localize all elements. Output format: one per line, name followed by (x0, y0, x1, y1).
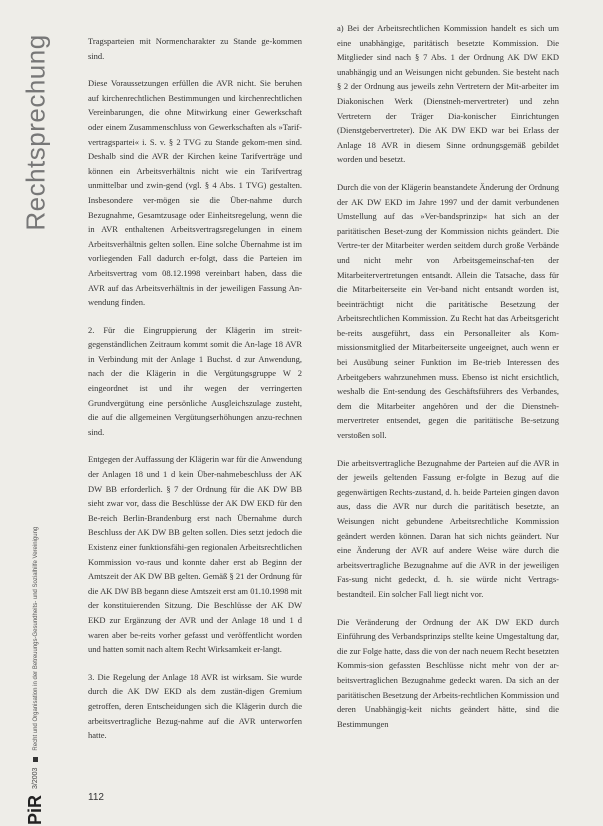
right-column (337, 21, 559, 744)
paragraph: Entgegen der Auffassung der Klägerin war für die Anwendung der Anlagen 18 und 1 d kein Über-nahmebeschluss der AK DW BB erforderlich. § 7 der Ordnung für die AK DW BB sieht zwar vor, dass die Beschlüsse der AK DW EKD für den Be-reich Berlin-Brandenburg erst nach Übernahme durch Beschluss der AK DW BB gelten sollen. Dies setzt jedoch die Existenz einer funktionsfähi-gen regionalen Arbeitsrechtlichen Kommission vo-raus und konnte daher erst ab Beginn der Amtszeit der AK DW BB gelten. Gemäß § 21 der Ordnung für die AK DW BB begann diese Amtszeit erst am 01.10.1998 mit der konstituierenden Sitzung. Die Beschlüsse der AK DW EKD zur Ergänzung der AVR und der Anlage 18 und 1 d waren aber be-reits vorher gefasst und veröffentlicht worden und hatten somit nach altem Recht Wirksamkeit er-langt. (88, 454, 302, 655)
page-number: 112 (88, 792, 104, 803)
bullet-square-icon (33, 757, 38, 762)
journal-subtitle: Recht und Organisation in der Betreuungs-Gesundheits- und Sozialhilfe Vereinigung (32, 526, 39, 751)
paragraph: Durch die von der Klägerin beanstandete Änderung der Ordnung der AK DW EKD im Jahre 1997 und der damit verbundenen Umstellung auf das »Ver-bandsprinzip« hat sich an der paritätischen Beset-zung der Kommission nichts geändert. Die Vertre-ter der Mitarbeiter werden seitdem durch große Verbände und nicht mehr von Arbeitsgemeinschaf-ten der Mitarbeitervertretungen entsandt. Allein die Tatsache, dass für die Mitarbeiterseite ein Ver-band nicht entsandt worden ist, beeinträchtigt nicht die paritätische Besetzung der Arbeitsrechtlichen Kommission. Zu Recht hat das Arbeitsgericht be-reits ausgeführt, dass ein Personalleiter als Kom-missionsmitglied der Mitarbeiterseite ungeeignet, auch wenn er bei Ausübung seiner Funktion im Be-trieb Interessen des Arbeitgebers wahrzunehmen muss. Ebenso ist nicht ersichtlich, weshalb die Ent-sendung des Geschäftsführers des Verbandes, dem die Mitarbeiter angehören und der die Dienstneh-mervertreter entsendet, gegen die paritätische Be-setzung verstoßen soll. (337, 181, 559, 441)
paragraph: Diese Voraussetzungen erfüllen die AVR nicht. Sie beruhen auf kirchenrechtlichen Bestimmungen und kirchenrechtlichen Vereinbarungen, die ohne Mitwirkung einer Gewerkschaft oder einem Zusammenschluss von Gewerkschaften als »Tarif-vertragspartei« i. S. v. § 2 TVG zu Stande gekom-men sind. Deshalb sind die AVR der Kirchen keine Tarifverträge und können ein Arbeitsverhältnis nicht wie ein Tarifvertrag unmittelbar und zwin-gend (vgl. § 4 Abs. 1 TVG) gestalten. Insbesondere ver-mögen sie die Über-nahme durch Bezugnahme, Gesamtzusage oder Einheitsregelung, wenn die in AVR enthaltenen Arbeitsvertragsregelungen in einem Arbeitsverhältnis gelten sollen. Eine solche Übernahme ist im vorliegenden Fall dadurch er-folgt, dass die Parteien im Arbeitsvertrag vom 08.12.1998 vereinbart haben, dass die AVR auf das Arbeitsverhältnis in der jeweiligen Fassung An-wendung finden. (88, 78, 302, 308)
paragraph: Tragsparteien mit Normencharakter zu Stande ge-kommen sind. (88, 36, 302, 61)
section-title (14, 12, 58, 252)
paragraph: 2. Für die Eingruppierung der Klägerin im streit-gegenständlichen Zeitraum kommt somit die An-lage 18 AVR in Verbindung mit der Anlage 1 Buchst. d zur Anwendung, nach der die Klägerin in die Vergütungsgruppe W 2 eingeordnet ist und ihr wegen der verringerten Grundvergütung eine persönliche Ausgleichszulage zusteht, die auf die allgemeinen Vergütungserhöhungen anzu-rechnen sind. (88, 324, 302, 437)
paragraph: a) Bei der Arbeitsrechtlichen Kommission handelt es sich um eine unabhängige, paritätisch besetzte Kommission. Die Mitglieder sind nach § 7 Abs. 1 der Ordnung AK DW EKD unabhängig und an Weisungen nicht gebunden. Sie besteht nach § 2 der Ordnung aus jeweils zehn Vertretern der Mit-arbeiter im Diakonischen Werk (Dienstneh-mervertreter) und zehn Vertretern der Träger Dia-konischer Einrichtungen (Dienstgebervertreter). Die AK DW EKD war bei Erlass der Anlage 18 AVR in diesem Sinne ordnungsgemäß gebildet worden und besetzt. (337, 23, 559, 165)
paragraph: Die Veränderung der Ordnung der AK DW EKD durch Einführung des Verbandsprinzips stellte keine Umgestaltung dar, die zur Folge hatte, dass die von der nach neuem Recht besetzten Kommis-sion gefassten Beschlüsse nicht mehr von der ar-beitsvertraglichen Bezugnahme gedeckt waren. Da sich an der paritätischen Besetzung der Arbeits-rechtlichen Kommission und deren Unabhängig-keit nichts geändert hätte, sind die Bestimmungen (337, 616, 559, 729)
paragraph: 3. Die Regelung der Anlage 18 AVR ist wirksam. Sie wurde durch die AK DW EKD als dem zustän-digen Gremium getroffen, deren Entscheidungen sich die Klägerin durch die arbeitsvertragliche Bezug-nahme auf die AVR unterworfen hatte. (88, 671, 302, 741)
left-column (88, 34, 302, 756)
journal-footer (22, 526, 46, 825)
paragraph: Die arbeitsvertragliche Bezugnahme der Parteien auf die AVR in der jeweils geltenden Fassung er-folgte in Bezug auf die gegenwärtigen Rechts-zustand, d. h. beide Parteien gingen davon aus, dass die AVR nur durch die paritätisch besetzte, an Weisungen nicht gebundene Arbeitsrechtliche Kommission geändert werden können. Daran hat sich nichts geändert. Nur eine Änderung der AVR auf andere Weise wäre durch die arbeitsvertragliche Bezugnahme auf die AVR in der jeweiligen Fas-sung nicht gedeckt, d. h. sie würde nicht Vertrags-bestandteil. Ein solcher Fall liegt nicht vor. (337, 457, 559, 599)
journal-logo: PiR (25, 794, 45, 825)
section-title-text: Rechtsprechung (20, 33, 51, 231)
issue-number: 3/2003 (32, 767, 39, 789)
